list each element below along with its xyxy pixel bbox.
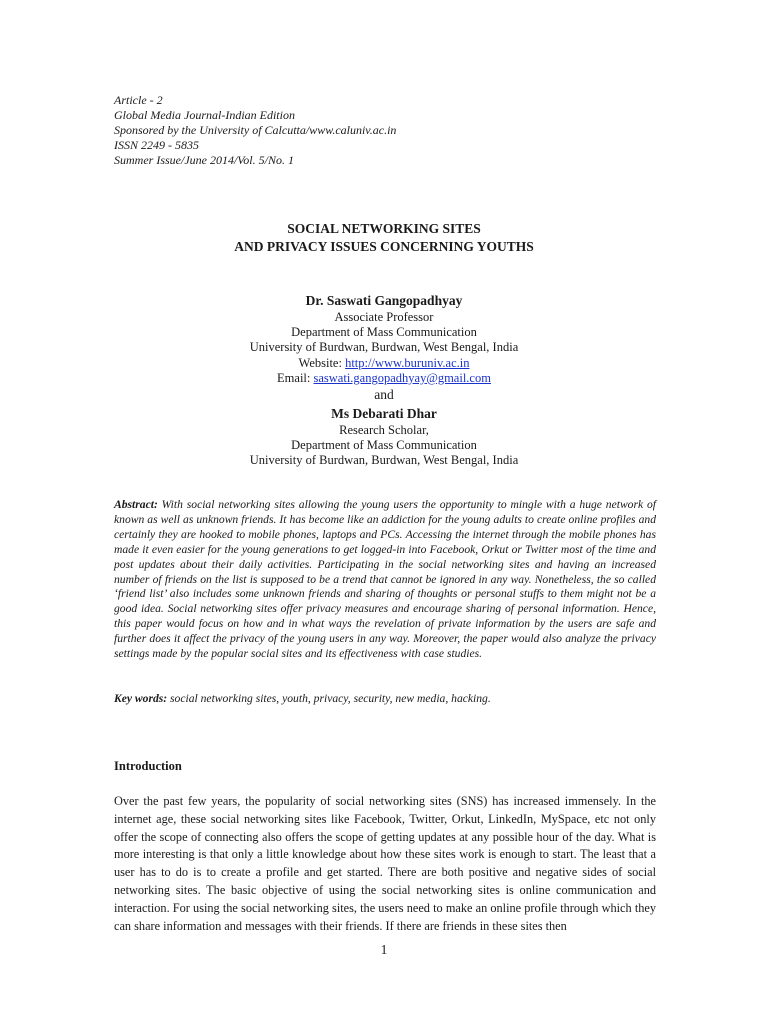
journal-header	[114, 93, 396, 168]
keywords	[114, 691, 656, 706]
article-number: Article - 2	[114, 93, 163, 107]
author2-department: Department of Mass Communication	[291, 438, 477, 453]
author2-university: University of Burdwan, Burdwan, West Bengal, India	[249, 453, 519, 468]
email-label: Email:	[277, 370, 314, 385]
introduction-paragraph: Over the past few years, the popularity of social networking sites (SNS) has increased immensely. In the internet age, these social networking sites like Facebook, Twitter, Orkut, LinkedIn, MySpace, etc not only offer the scope of connecting also offers the scope of getting updates at any possible hour of the day. What is more interesting is that only a little knowledge about how these sites work is enough to start. The least that a user has to do is to create a profile and get started. There are both positive and negative sides of social networking sites. The basic objective of using the social networking sites is online communication and interaction. For using the social networking sites, the users need to make an online profile through which they can share information and messages with their friends. If there are friends in these sites then	[114, 794, 656, 933]
title-line-1: SOCIAL NETWORKING SITES	[287, 221, 481, 236]
keywords-label: Key words:	[114, 692, 168, 705]
abstract	[114, 498, 656, 662]
title-line-2: AND PRIVACY ISSUES CONCERNING YOUTHS	[234, 239, 534, 254]
website-label: Website:	[298, 355, 346, 370]
and-separator: and	[374, 387, 394, 403]
website-link[interactable]: http://www.buruniv.ac.in	[345, 355, 470, 370]
author-block	[0, 292, 768, 469]
author1-website-line	[0, 356, 768, 371]
abstract-text: With social networking sites allowing the young users the opportunity to mingle with a huge network of known as well as unknown friends. It has become like an addiction for the young adults to create online profiles and certainly they are hooked to mobile phones, laptops and PCs. Accessing the internet through the mobile phones has made it even easier for the young generations to get logged-in into Facebook, Orkut or Twitter most of the time and post updates about their daily activities. Participating in the social networking sites and having an increased number of friends on the list is supposed to be a trend that cannot be ignored in any way. Nonetheless, the so called ‘friend list’ also includes some unknown friends and sharing of thoughts or personal stuffs to them might not be a good idea. Social networking sites offer privacy measures and encourage sharing of personal information. Hence, this paper would focus on how and in what ways the revelation of private information by the users are safe and further does it affect the privacy of the young users in any way. Moreover, the paper would also analyze the privacy settings made by the popular social sites and its effectiveness with case studies.	[114, 498, 656, 661]
abstract-label: Abstract:	[114, 498, 158, 511]
email-link[interactable]: saswati.gangopadhyay@gmail.com	[313, 370, 491, 385]
keywords-text: social networking sites, youth, privacy, security, new media, hacking.	[167, 692, 491, 705]
introduction-heading: Introduction	[114, 759, 182, 773]
paper-title	[0, 220, 768, 256]
journal-name: Global Media Journal-Indian Edition	[114, 108, 295, 122]
author1-position: Associate Professor	[334, 310, 434, 324]
author2-position: Research Scholar,	[339, 423, 429, 438]
sponsor-line: Sponsored by the University of Calcutta/www.caluniv.ac.in	[114, 123, 397, 137]
author1-name: Dr. Saswati Gangopadhyay	[305, 293, 463, 308]
author2-name: Ms Debarati Dhar	[331, 406, 437, 422]
issn-line: ISSN 2249 - 5835	[114, 138, 199, 152]
author1-university: University of Burdwan, Burdwan, West Bengal, India	[249, 340, 519, 355]
issue-line: Summer Issue/June 2014/Vol. 5/No. 1	[114, 153, 294, 167]
author1-email-line	[0, 371, 768, 386]
page-number: 1	[380, 942, 388, 957]
author1-department: Department of Mass Communication	[291, 325, 477, 340]
